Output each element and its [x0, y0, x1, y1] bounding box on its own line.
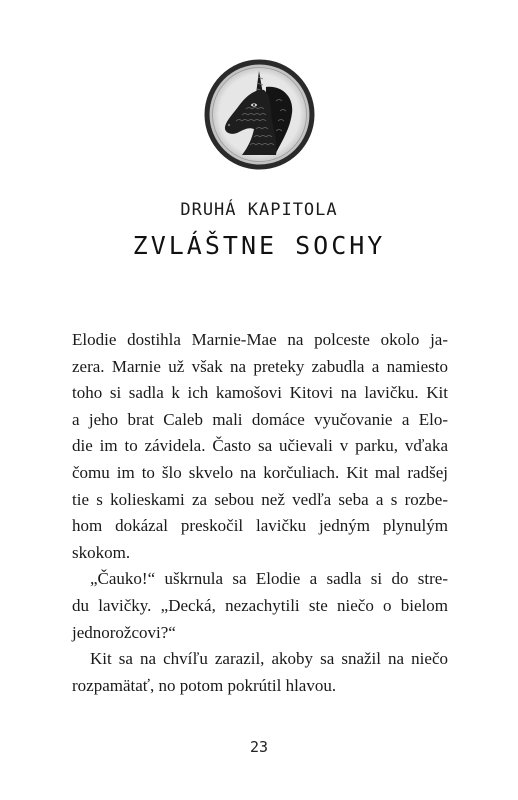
text-line: „Čauko!“ uškrnula sa Elodie a sadla si do stre-	[90, 569, 448, 589]
text-line: tie s kolieskami za sebou než vedľa seba a s rozbe-	[72, 489, 448, 509]
text-line: Kit sa na chvíľu zarazil, akoby sa snažil na niečo	[90, 649, 448, 669]
chapter-label: DRUHÁ KAPITOLA	[180, 200, 338, 220]
text-line: die im to závidela. Často sa učievali v parku, vďaka	[72, 436, 448, 456]
paragraph-3	[72, 646, 448, 699]
text-line: skokom.	[72, 542, 131, 562]
body-text	[72, 327, 448, 699]
page-number: 23	[249, 738, 269, 756]
paragraph-1	[72, 327, 448, 566]
text-line: zera. Marnie už však na preteky zabudla a namiesto	[72, 356, 448, 376]
text-line: a jeho brat Caleb mali domáce vyučovanie a Elo-	[72, 409, 448, 429]
text-line: du lavičky. „Decká, nezachytili ste niečo o bielom	[72, 595, 448, 615]
paragraph-2	[72, 566, 448, 646]
text-line: rozpamätať, no potom pokrútil hlavou.	[72, 675, 337, 695]
text-line: Elodie dostihla Marnie-Mae na polceste okolo ja-	[72, 330, 448, 349]
text-line: čomu im to šlo skvelo na korčuliach. Kit mal radšej	[72, 462, 448, 482]
text-line: toho si sadla k ich kamošovi Kitovi na lavičku. Kit	[72, 383, 448, 403]
chapter-title: ZVLÁŠTNE SOCHY	[132, 231, 386, 260]
text-line: jednorožcovi?“	[72, 622, 176, 642]
unicorn-emblem-icon	[202, 57, 317, 172]
text-line: hom dokázal preskočil lavičku jedným plynulým	[72, 516, 448, 536]
